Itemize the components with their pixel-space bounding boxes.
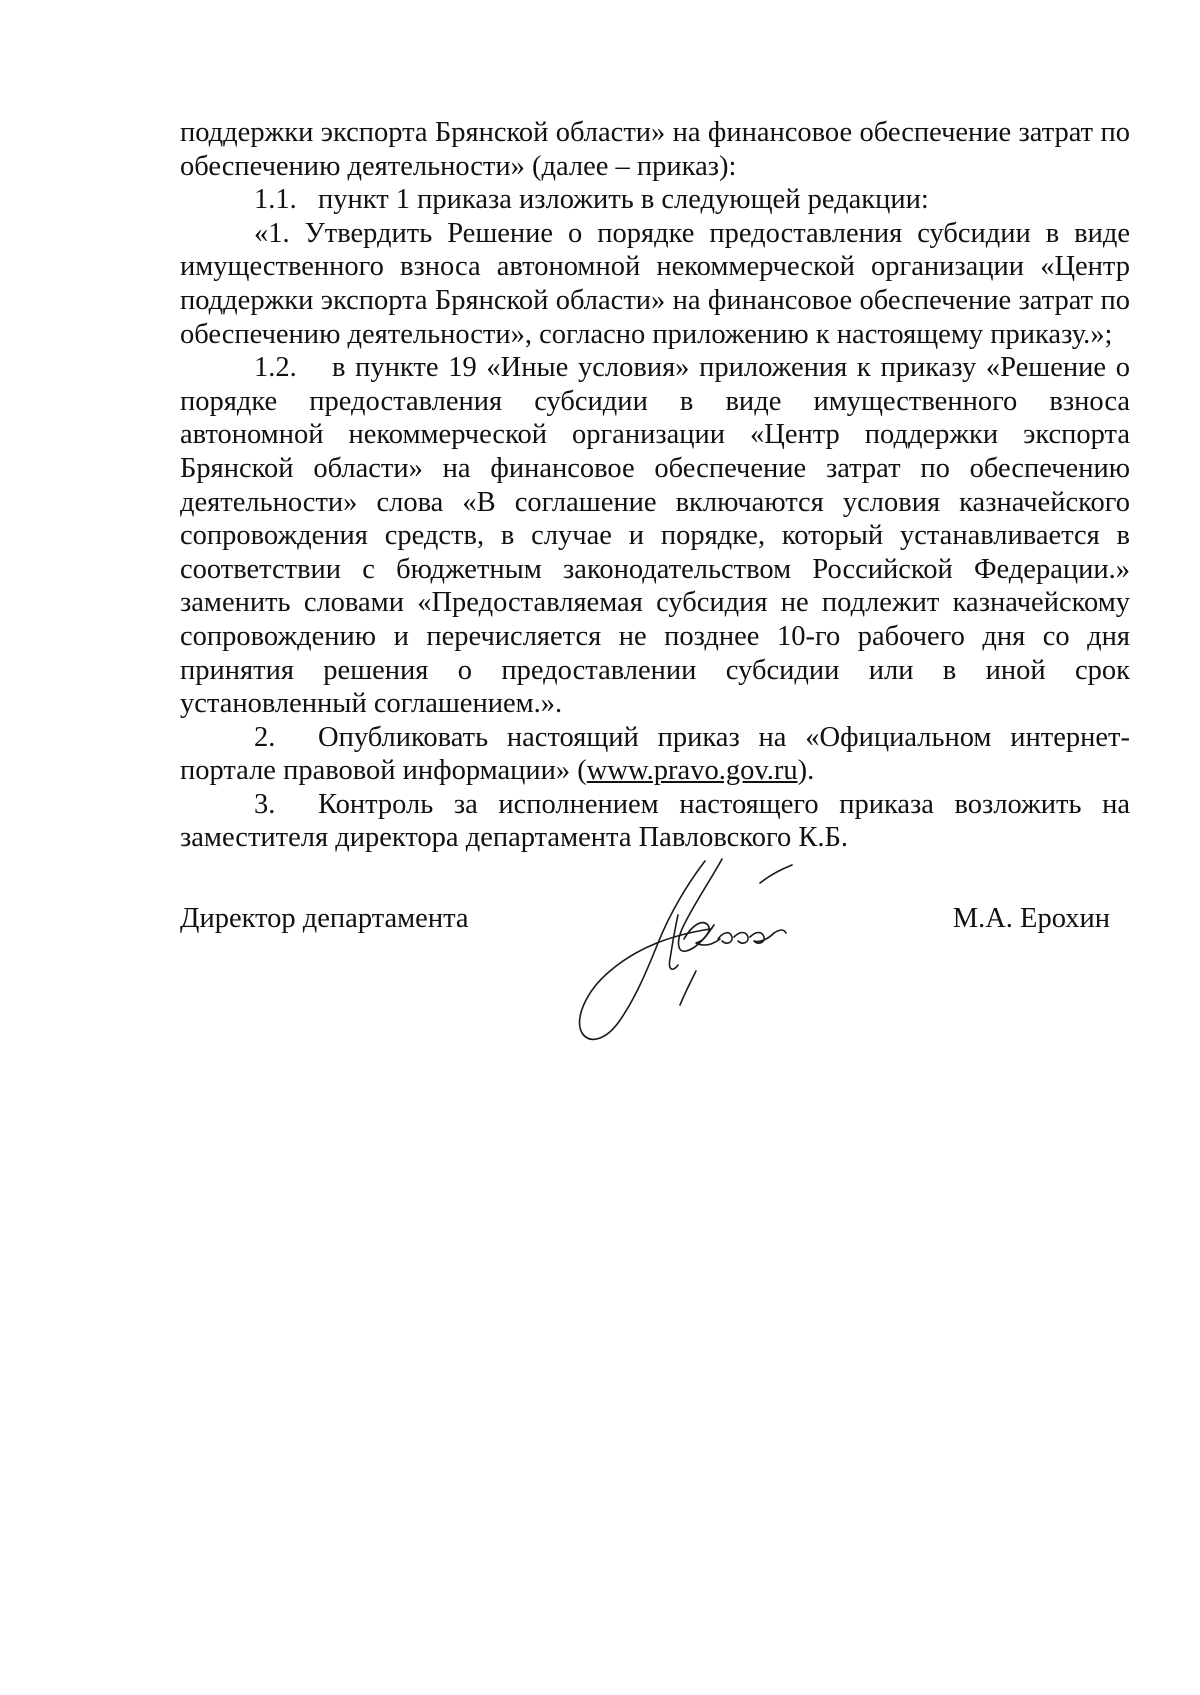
pravo-link[interactable]: www.pravo.gov.ru (586, 755, 798, 787)
paragraph-1-1 (180, 183, 1130, 217)
paragraph-number: 1.2. (254, 352, 297, 384)
paragraph-new-wording: «1. Утвердить Решение о порядке предоставления субсидии в виде имущественного взноса автономной некоммерческой организации «Центр поддержки экспорта Брянской области» на финансовое обеспечение затрат по обеспечению деятельности», согласно приложению к настоящему приказу.»; (180, 217, 1130, 350)
paragraph-text-end: ). (797, 755, 815, 787)
signer-title: Директор департамента (180, 903, 469, 934)
paragraph-1-2 (180, 351, 1130, 721)
paragraph-text: Контроль за исполнением настоящего приказа возложить на заместителя директора департамента Павловского К.Б. (180, 788, 1130, 854)
paragraph-text: Опубликовать настоящий приказ на «Официальном интернет-портале правовой информации» ( (180, 721, 1130, 787)
order-body-text (180, 116, 1130, 855)
signer-name: М.А. Ерохин (952, 903, 1110, 934)
paragraph-number: 2. (254, 721, 276, 753)
paragraph-number: 3. (254, 788, 276, 820)
paragraph-3 (180, 788, 1130, 855)
paragraph-text: пункт 1 приказа изложить в следующей редакции: (318, 184, 929, 216)
paragraph-2 (180, 721, 1130, 788)
paragraph-intro: поддержки экспорта Брянской области» на финансовое обеспечение затрат по обеспечению деятельности» (далее – приказ): (180, 117, 1130, 182)
paragraph-text: в пункте 19 «Иные условия» приложения к приказу «Решение о порядке предоставления субсидии в виде имущественного взноса автономной некоммерческой организации «Центр поддержки экспорта Брянской области» на финансовое обеспечение затрат по обеспечению деятельности» слова «В соглашение включаются условия казначейского сопровождения средств, в случае и порядке, который устанавливается в соответствии с бюджетным законодательством Российской Федерации.» заменить словами «Предоставляемая субсидия не подлежит казначейскому сопровождению и перечисляется не позднее 10-го рабочего дня со дня принятия решения о предоставлении субсидии или в иной срок установленный соглашением.». (180, 352, 1130, 720)
paragraph-number: 1.1. (254, 184, 297, 216)
handwritten-signature (560, 855, 820, 1045)
